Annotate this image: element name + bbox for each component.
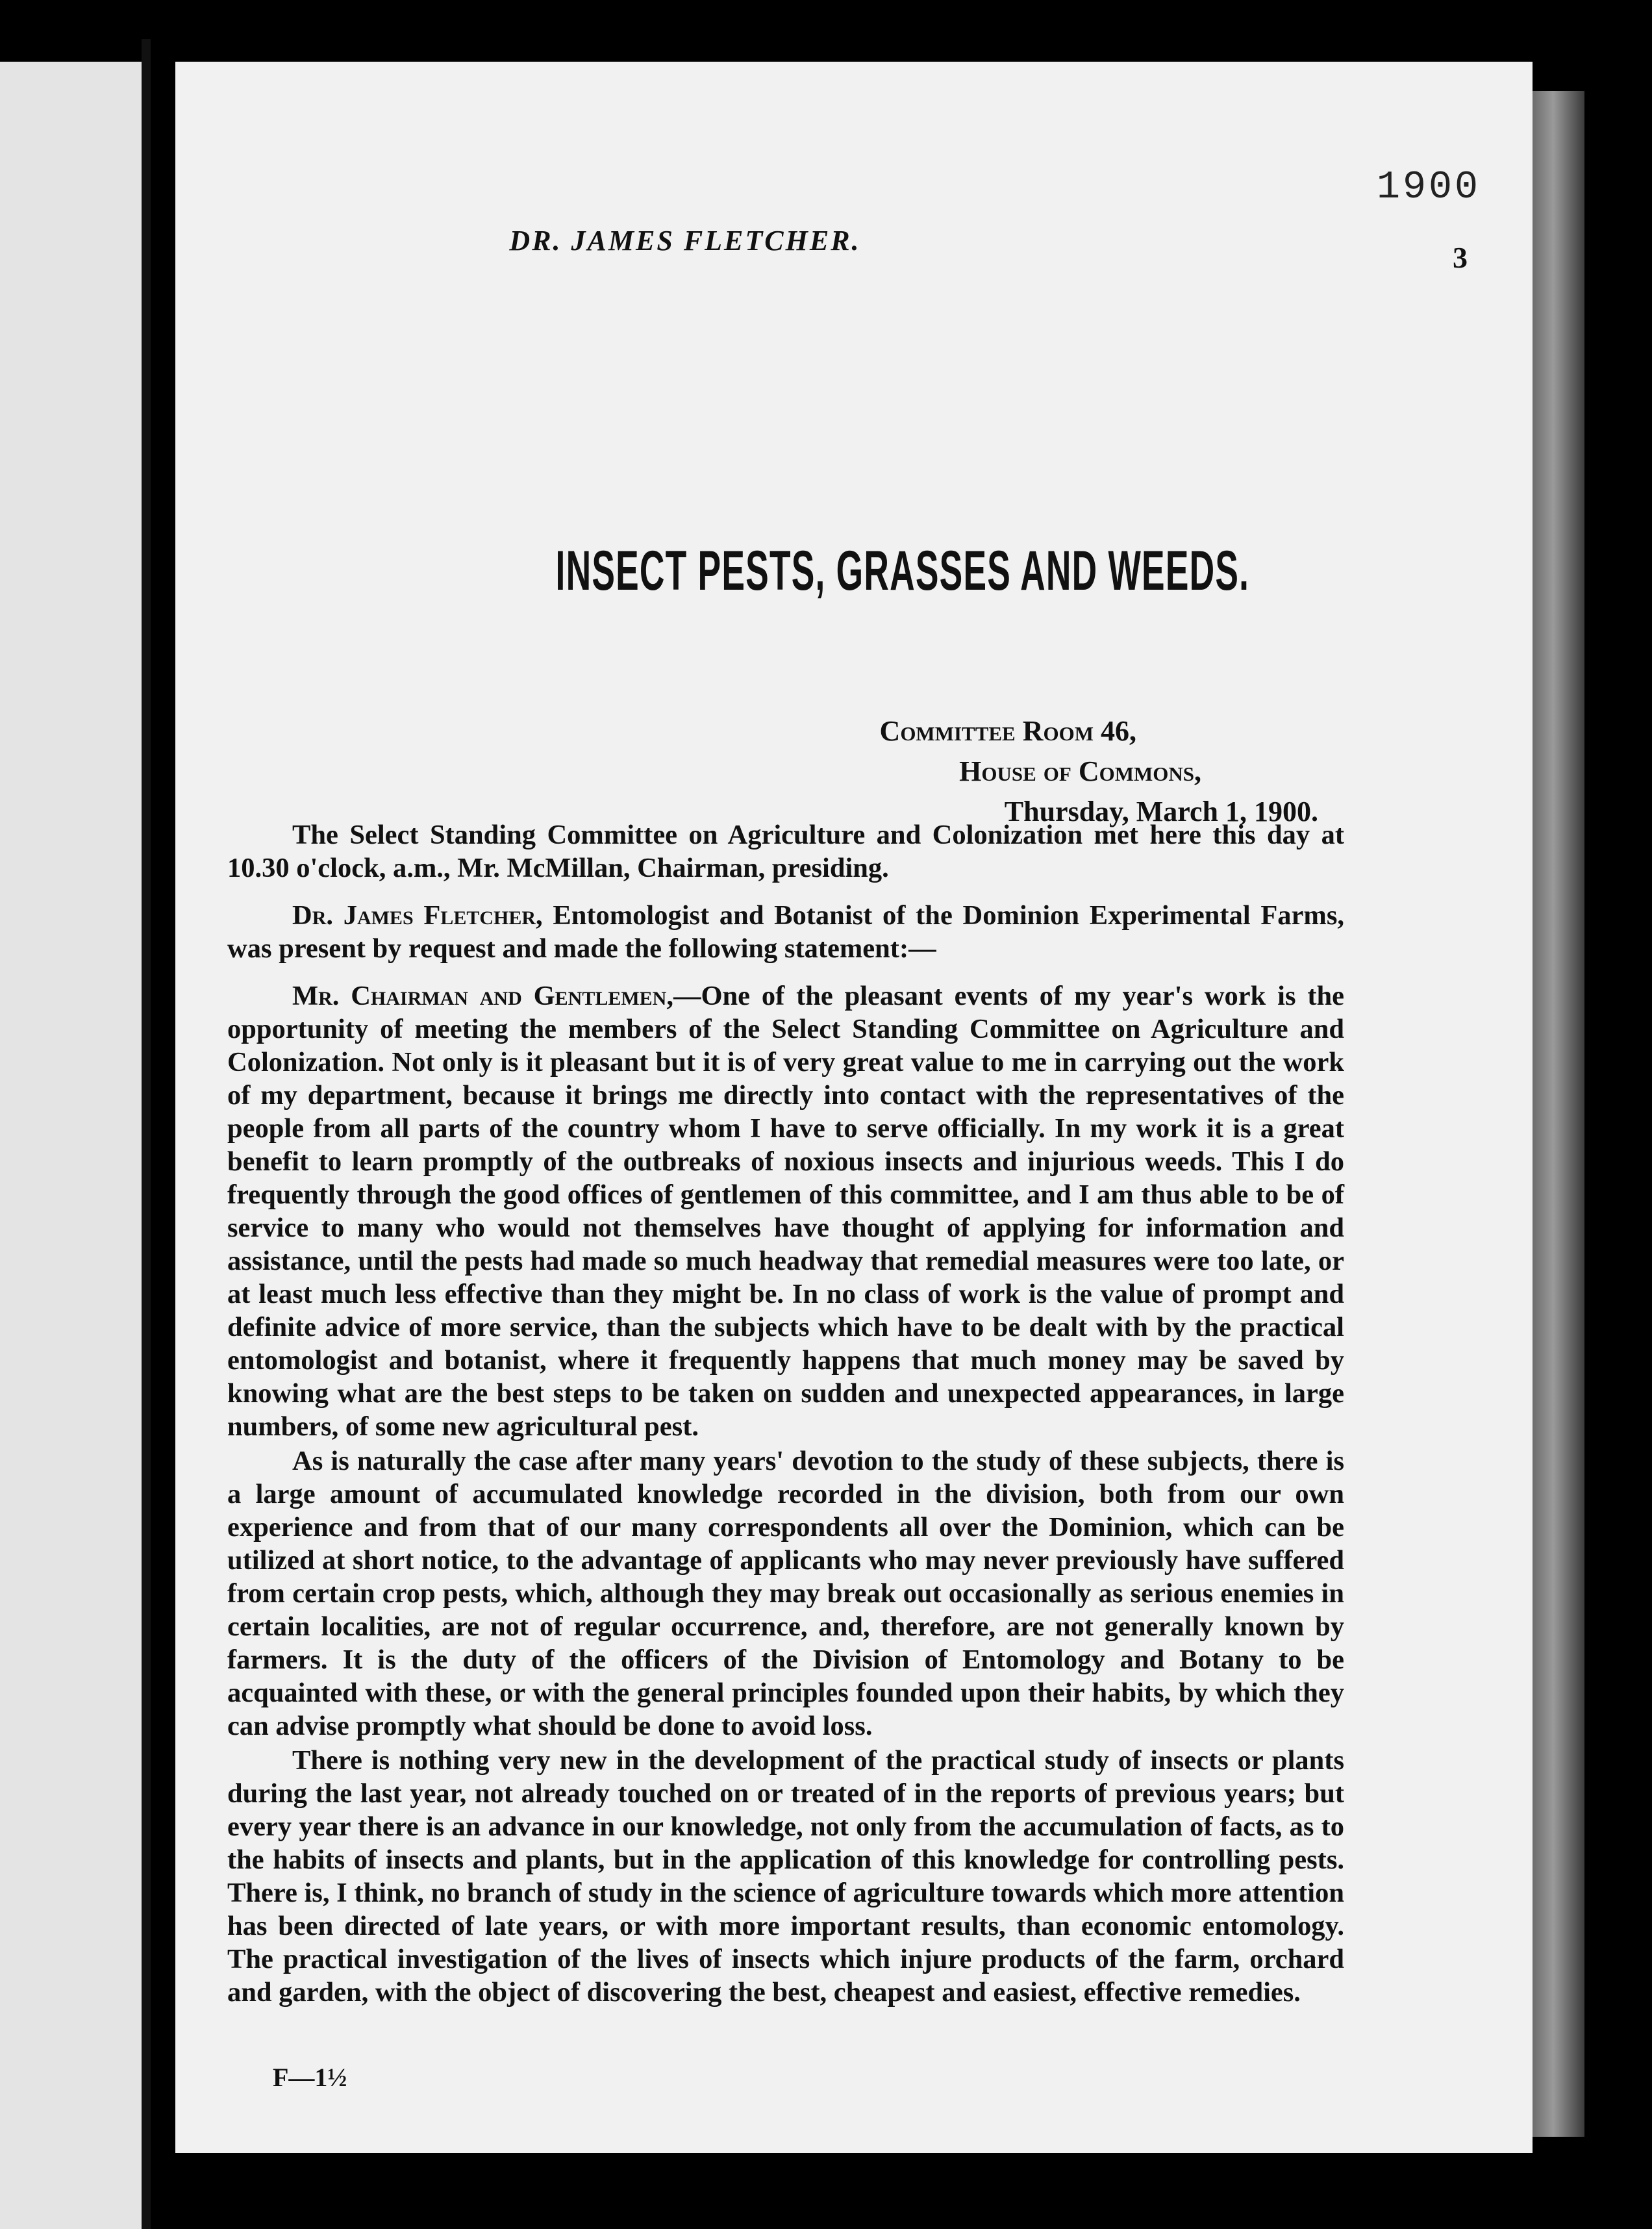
paragraph-introduction-text: Entomologist and Botanist of the Dominion Experimental Farms, was present by request and made the following statement:— — [227, 900, 1344, 964]
page-number: 3 — [1453, 241, 1468, 274]
left-page-margin — [0, 62, 142, 2229]
speaker-name: Dr. James Fletcher, — [292, 900, 543, 931]
location-room: Committee Room 46, — [879, 715, 1136, 747]
main-title-text: INSECT PESTS, GRASSES AND WEEDS. — [555, 540, 1250, 602]
location-block — [175, 711, 1318, 832]
paragraph-development: There is nothing very new in the development of the practical study of insects or plants during the last year, not already touched on or treated of in the reports of previous years; but every year there is an advance in our knowledge, not only from the accumulation of facts, as to the habits of insects and plants, but in the application of this knowledge for controlling pests. There is, I think, no branch of study in the science of agriculture towards which more attention has been directed of late years, or with more important results, than economic entomology. The practical investigation of the lives of insects which injure products of the farm, orchard and garden, with the object of discovering the best, cheapest and easiest, effective remedies. — [227, 1745, 1344, 2008]
running-head: DR. JAMES FLETCHER. — [509, 225, 861, 257]
salutation: Mr. Chairman and Gentlemen, — [292, 981, 673, 1011]
paragraph-knowledge: As is naturally the case after many years' devotion to the study of these subjects, there is a large amount of accumulated knowledge recorded in the division, both from our own experience and from that of our many correspondents all over the Dominion, which can be utilized at short notice, to the advantage of applicants who may never previously have suffered from certain crop pests, which, although they may break out occasionally as serious enemies in certain localities, are not of regular occurrence, and, therefore, are not generally known by farmers. It is the duty of the officers of the Division of Entomology and Botany to be acquainted with these, or with the general principles founded upon their habits, by which they can advise promptly what should be done to avoid loss. — [227, 1446, 1344, 1741]
paragraph-address-text: —One of the pleasant events of my year's work is the opportunity of meeting the members of the Select Standing Committee on Agriculture and Colonization. Not only is it pleasant but it is of very great value to me in carrying out the work of my department, because it brings me directly into contact with the representatives of the people from all parts of the country whom I have to serve officially. In my work it is a great benefit to learn promptly of the outbreaks of noxious insects and injurious weeds. This I do frequently through the good offices of gentlemen of this committee, and I am thus able to be of service to many who would not themselves have thought of applying for information and assistance, until the pests had made so much headway that remedial measures were too late, or at least much less effective than they might be. In no class of work is the value of prompt and definite advice of more service, than the subjects which have to be dealt with by the practical entomologist and botanist, where it frequently happens that much money may be saved by knowing what are the best steps to be taken on sudden and unexpected appearances, in large numbers, of some new agricultural pest. — [227, 981, 1344, 1442]
location-house: House of Commons, — [959, 755, 1201, 787]
main-title — [175, 539, 1533, 603]
signature-mark: F—1½ — [273, 2063, 347, 2092]
year-mark: 1900 — [1376, 166, 1481, 210]
paragraph-address — [227, 979, 1344, 1443]
location-date: Thursday, March 1, 1900. — [1004, 796, 1318, 827]
document-page — [175, 62, 1533, 2153]
page-edge — [1533, 91, 1584, 2137]
binding-gutter — [142, 39, 151, 2229]
paragraph-introduction — [227, 899, 1344, 965]
body-text — [227, 818, 1344, 2023]
paragraph-meeting: The Select Standing Committee on Agriculture and Colonization met here this day at 10.30 o'clock, a.m., Mr. McMillan, Chairman, presiding. — [227, 820, 1344, 883]
